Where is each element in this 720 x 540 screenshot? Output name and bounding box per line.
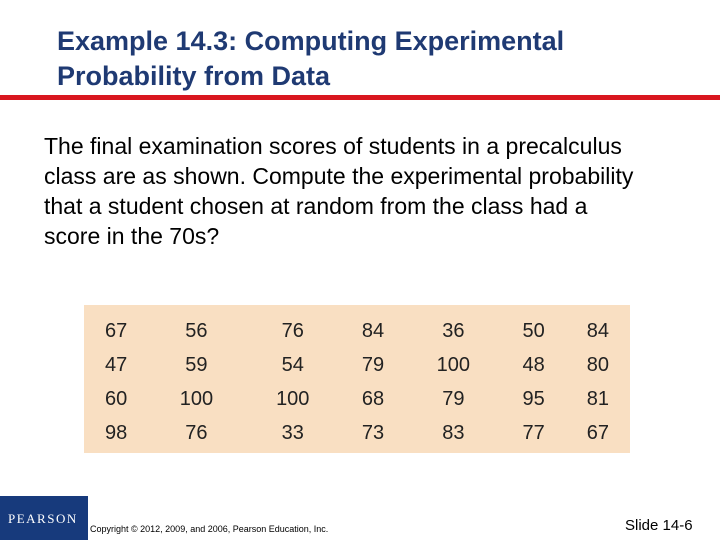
score-cell: 54 (281, 353, 304, 376)
score-cell: 76 (281, 319, 304, 342)
table-row (84, 314, 630, 348)
score-cell: 77 (522, 421, 545, 444)
score-cell: 81 (586, 387, 609, 410)
score-cell: 100 (179, 387, 214, 410)
scores-table (84, 305, 630, 453)
score-cell: 100 (436, 353, 471, 376)
score-cell: 98 (104, 421, 128, 444)
scores-table-body (84, 314, 630, 450)
problem-text: The final examination scores of students in a precalculus class are as shown. Compute the experimental probability that a student chosen at random from the class had a score in the 70s? (44, 133, 634, 249)
score-cell: 95 (522, 387, 545, 410)
score-cell: 100 (276, 387, 310, 410)
score-cell: 59 (185, 353, 208, 376)
copyright-notice: Copyright © 2012, 2009, and 2006, Pearson Education, Inc. (90, 524, 329, 534)
score-cell: 79 (442, 387, 465, 410)
logo-text: PEARSON (8, 511, 78, 526)
score-cell: 83 (442, 421, 465, 444)
score-cell: 60 (104, 387, 128, 410)
table-row (84, 382, 630, 416)
slide-number: Slide 14-6 (625, 517, 693, 534)
title-divider (0, 95, 720, 100)
score-cell: 47 (104, 353, 128, 376)
pearson-logo (0, 496, 88, 540)
score-cell: 68 (361, 387, 385, 410)
score-cell: 76 (185, 421, 208, 444)
score-cell: 84 (361, 319, 385, 342)
score-cell: 48 (522, 353, 545, 376)
score-cell: 50 (522, 319, 545, 342)
slide-title: Example 14.3: Computing Experimental Probability from Data (57, 26, 565, 91)
score-cell: 73 (361, 421, 385, 444)
score-cell: 80 (586, 353, 609, 376)
score-cell: 84 (586, 319, 609, 342)
score-cell: 79 (361, 353, 385, 376)
table-row (84, 416, 630, 450)
score-cell: 56 (185, 319, 208, 342)
score-cell: 33 (281, 421, 304, 444)
score-cell: 36 (442, 319, 465, 342)
score-cell: 67 (586, 421, 609, 444)
score-cell: 67 (104, 319, 128, 342)
table-row (84, 348, 630, 382)
